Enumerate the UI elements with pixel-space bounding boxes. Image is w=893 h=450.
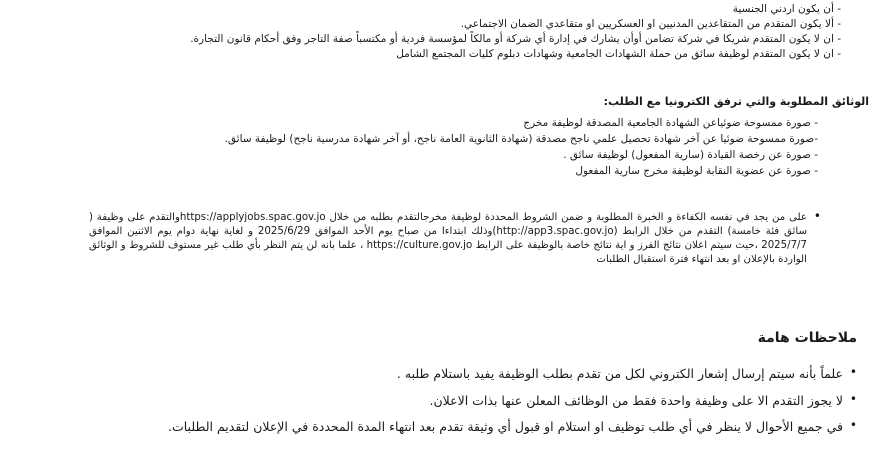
notes-heading: ملاحظات هامة (757, 330, 857, 346)
requirement-not-retired: - ألا يكون المتقدم من المتقاعدين المدنيين او العسكريين او متقاعدي الضمان الاجتماعي. (460, 18, 841, 30)
note-single-job-only: لا يجوز التقدم الا على وظيفة واحدة فقط من الوظائف المعلن عنها بذات الاعلان. (429, 393, 843, 408)
document-driving-license: - صورة عن رخصة القيادة (سارية المفعول) لوظيفة سائق . (563, 149, 818, 161)
note-bullet-icon: • (849, 418, 857, 432)
document-degree-scan: - صورة ممسوحة ضوئياعن الشهادة الجامعية المصدقة لوظيفة مخرج (523, 117, 818, 129)
paragraph-bullet-icon: • (813, 209, 821, 223)
document-school-certificate: -صورة ممسوحة ضوئيا عن آخر شهادة تحصيل علمي ناجح مصدقة (شهادة الثانوية العامة ناجح، أو آخر شهادة مدرسية ناجح) لوظيفة سائق. (224, 133, 818, 145)
document-union-membership: - صورة عن عضوية النقابة لوظيفة مخرج سارية المفعول (575, 165, 818, 177)
note-bullet-icon: • (849, 392, 857, 406)
note-bullet-icon: • (849, 365, 857, 379)
requirement-driver-no-degree: - ان لا يكون المتقدم لوظيفة سائق من حملة الشهادات الجامعية وشهادات دبلوم كليات المجتمع الشامل (396, 48, 841, 60)
documents-heading: الوثائق المطلوبة والتي ترفق الكترونيا مع الطلب: (603, 95, 869, 108)
requirement-not-partner: - ان لا يكون المتقدم شريكا في شركة تضامن أوأن يشارك في إدارة أي شركة أو مالكاً لمؤسسة فردية أو مكتسباً صفة التاجر وفق أحكام قانون التجارة. (190, 33, 841, 45)
note-late-submissions: في جميع الأحوال لا ينظر في أي طلب توظيف او استلام او قبول أي وثيقة تقدم بعد انتهاء المدة المحددة في الإعلان لتقديم الطلبات. (168, 419, 843, 434)
requirement-nationality: - أن يكون اردني الجنسية (732, 3, 841, 15)
application-paragraph: على من يجد في نفسه الكفاءة و الخبرة المطلوبة و ضمن الشروط المحددة لوظيفة مخرجالتقدم بطلبه من خلال https://applyjobs.spac.gov.joوالتقدم على وظيفة ( سائق فئة خامسة) التقدم من خلال الرابط (http://app3.spac.gov.jo)وذلك ابتداءا من صباح يوم الأحد الموافق 2025/6/29 و لغاية نهاية دوام يوم الاثنين الموافق 2025/7/7 ،حيث سيتم اعلان نتائج الفرز و اية نتائج خاصة بالوظيفة على الرابط https://culture.gov.jo ، علما بانه لن يتم النظر بأي طلب غير مستوف للشروط و الوثائق الواردة بالإعلان او بعد انتهاء فترة استقبال الطلبات (89, 212, 808, 265)
note-email-confirmation: علماً بأنه سيتم إرسال إشعار الكتروني لكل من تقدم بطلب الوظيفة يفيد باستلام طلبه . (396, 366, 843, 381)
